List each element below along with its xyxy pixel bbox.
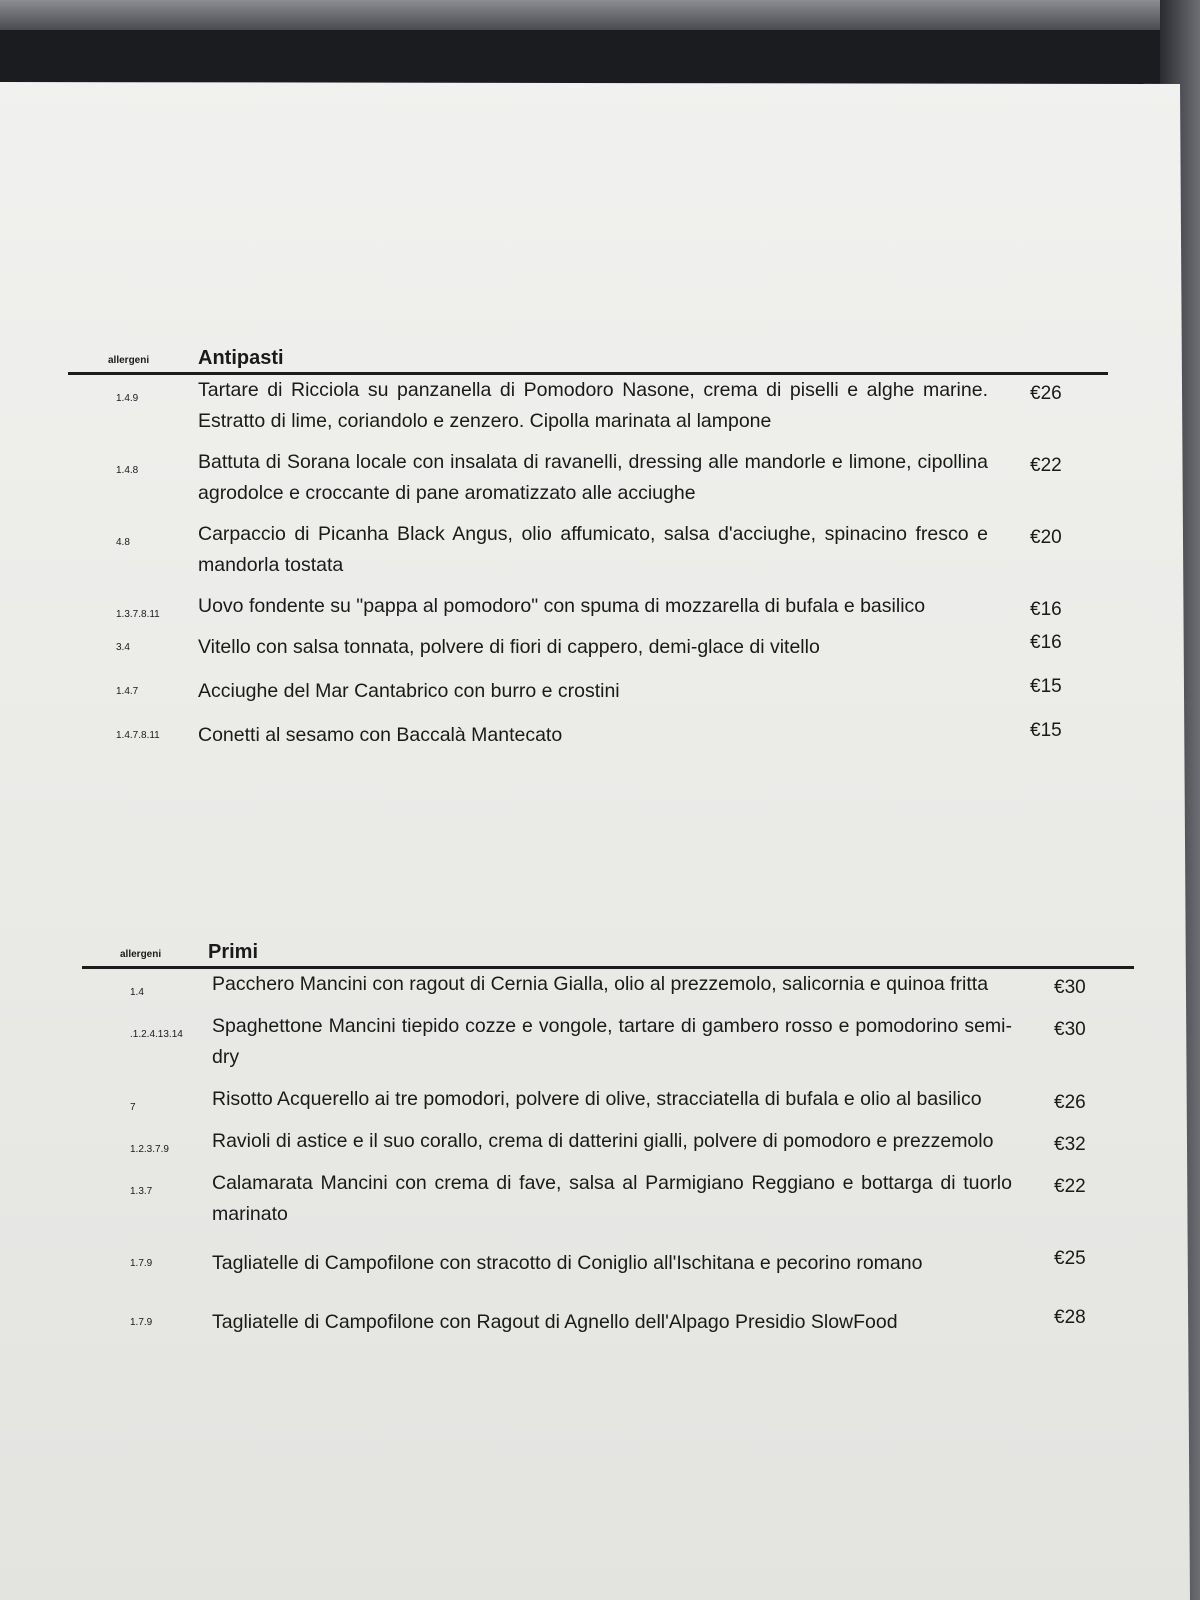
section-header xyxy=(68,338,1108,375)
dish-price: €32 xyxy=(1054,1134,1086,1155)
allergen-codes: 1.4.9 xyxy=(116,393,139,404)
allergen-column-label: allergeni xyxy=(108,355,150,366)
allergen-codes: 1.4 xyxy=(130,987,144,998)
menu-item xyxy=(82,969,1134,1000)
dish-description: Tagliatelle di Campofilone con stracotto di Coniglio all'Ischitana e pecorino romano xyxy=(212,1252,923,1274)
menu-items xyxy=(68,375,1108,751)
dish-price: €15 xyxy=(1030,720,1062,741)
dish-description: Acciughe del Mar Cantabrico con burro e crostini xyxy=(198,680,620,702)
dish-description: Battuta di Sorana locale con insalata di ravanelli, dressing alle mandorle e limone, cipollina agrodolce e croccante di pane aromatizzato alle acciughe xyxy=(198,451,988,504)
menu-item xyxy=(82,1248,1134,1279)
dish-price: €30 xyxy=(1054,977,1086,998)
allergen-codes: 1.7.9 xyxy=(130,1258,153,1269)
dish-price: €22 xyxy=(1054,1176,1086,1197)
dish-price: €22 xyxy=(1030,455,1062,476)
allergen-codes: 1.4.8 xyxy=(116,465,139,476)
allergen-codes: 1.7.9 xyxy=(130,1317,153,1328)
allergen-codes: 1.4.7.8.11 xyxy=(116,730,160,741)
menu-page xyxy=(0,50,1190,1600)
dish-price: €30 xyxy=(1054,1019,1086,1040)
dish-price: €28 xyxy=(1054,1307,1086,1328)
menu-item xyxy=(68,676,1108,707)
allergen-codes: 1.2.3.7.9 xyxy=(130,1144,169,1155)
menu-item xyxy=(68,447,1108,509)
dish-description: Pacchero Mancini con ragout di Cernia Gialla, olio al prezzemolo, salicornia e quinoa fritta xyxy=(212,973,989,995)
allergen-codes: 1.3.7.8.11 xyxy=(116,609,160,620)
menu-item xyxy=(68,591,1108,622)
dish-price: €16 xyxy=(1030,632,1062,653)
dish-description: Tagliatelle di Campofilone con Ragout di Agnello dell'Alpago Presidio SlowFood xyxy=(212,1311,898,1333)
allergen-codes: 4.8 xyxy=(116,537,130,548)
allergen-codes: 1.3.7 xyxy=(130,1186,153,1197)
section-title: Antipasti xyxy=(198,347,284,369)
background-top xyxy=(0,0,1200,30)
section-header xyxy=(82,932,1134,969)
menu-item xyxy=(68,519,1108,581)
section-primi xyxy=(82,932,1134,1366)
dish-description: Calamarata Mancini con crema di fave, salsa al Parmigiano Reggiano e bottarga di tuorlo marinato xyxy=(212,1172,1012,1225)
menu-item xyxy=(68,720,1108,751)
menu-item xyxy=(82,1126,1134,1157)
dish-description: Conetti al sesamo con Baccalà Mantecato xyxy=(198,724,563,746)
menu-item xyxy=(68,632,1108,663)
section-title: Primi xyxy=(208,941,259,963)
dish-description: Ravioli di astice e il suo corallo, crema di datterini gialli, polvere di pomodoro e prezzemolo xyxy=(212,1130,994,1152)
allergen-column-label: allergeni xyxy=(120,949,162,960)
menu-items xyxy=(82,969,1134,1338)
menu-item xyxy=(82,1084,1134,1115)
allergen-codes: .1.2.4.13.14 xyxy=(130,1029,183,1040)
dish-price: €16 xyxy=(1030,599,1062,620)
dish-price: €25 xyxy=(1054,1248,1086,1269)
menu-item xyxy=(82,1168,1134,1230)
dish-description: Tartare di Ricciola su panzanella di Pomodoro Nasone, crema di piselli e alghe marine. Estratto di lime, coriandolo e zenzero. Cipolla marinata al lampone xyxy=(198,379,988,432)
allergen-codes: 1.4.7 xyxy=(116,686,139,697)
dish-price: €15 xyxy=(1030,676,1062,697)
dish-price: €26 xyxy=(1030,383,1062,404)
dish-price: €20 xyxy=(1030,527,1062,548)
dish-description: Carpaccio di Picanha Black Angus, olio affumicato, salsa d'acciughe, spinacino fresco e mandorla tostata xyxy=(198,523,988,576)
allergen-codes: 3.4 xyxy=(116,642,130,653)
dish-price: €26 xyxy=(1054,1092,1086,1113)
menu-item xyxy=(68,375,1108,437)
allergen-codes: 7 xyxy=(130,1102,136,1113)
dish-description: Uovo fondente su "pappa al pomodoro" con spuma di mozzarella di bufala e basilico xyxy=(198,595,926,617)
section-antipasti xyxy=(68,338,1108,764)
dish-description: Spaghettone Mancini tiepido cozze e vongole, tartare di gambero rosso e pomodorino semi-dry xyxy=(212,1015,1012,1068)
dish-description: Vitello con salsa tonnata, polvere di fiori di cappero, demi-glace di vitello xyxy=(198,636,820,658)
dish-description: Risotto Acquerello ai tre pomodori, polvere di olive, stracciatella di bufala e olio al basilico xyxy=(212,1088,982,1110)
menu-item xyxy=(82,1011,1134,1073)
menu-item xyxy=(82,1307,1134,1338)
